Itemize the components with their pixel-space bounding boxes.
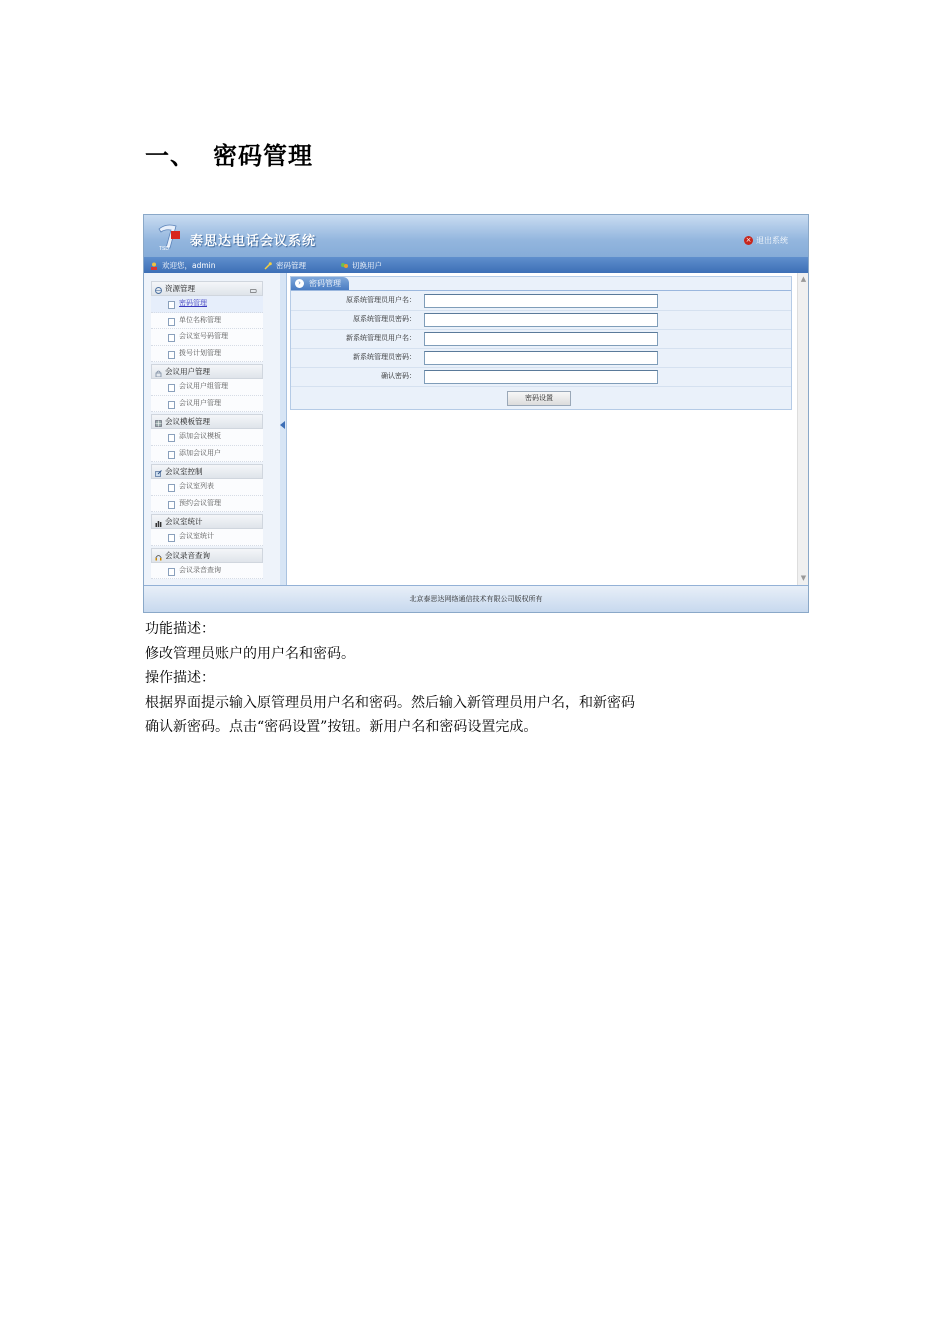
menu-group[interactable] — [151, 464, 263, 479]
logout-button[interactable] — [744, 235, 788, 246]
page-icon — [168, 434, 175, 442]
sidebar-item-label: 预约会议管理 — [179, 498, 221, 507]
sidebar-item-label: 添加会议模板 — [179, 432, 221, 440]
section-heading — [145, 136, 313, 171]
form-row — [291, 348, 791, 368]
sidebar-item[interactable] — [151, 313, 263, 330]
globe-icon — [155, 285, 162, 292]
logout-label: 退出系统 — [756, 236, 788, 245]
section-number: 一、 — [145, 141, 195, 170]
sidebar-item-label: 单位名称管理 — [179, 315, 221, 324]
logo-icon — [156, 221, 186, 251]
footer: 北京泰思达网络通信技术有限公司版权所有 — [144, 585, 808, 613]
collapse-arrow-icon — [280, 421, 285, 429]
page-icon — [168, 484, 175, 492]
text-input[interactable] — [424, 294, 658, 308]
scroll-up-icon[interactable]: ▲ — [800, 275, 807, 283]
key-icon — [264, 262, 272, 270]
panel-tab-label: 密码管理 — [309, 279, 341, 288]
field-label: 确认密码： — [381, 372, 416, 380]
sidebar — [144, 273, 281, 585]
nav-password-label: 密码管理 — [276, 261, 306, 270]
password-panel — [290, 276, 792, 410]
desc-text: 修改管理员账户的用户名和密码。 — [145, 645, 355, 662]
form-row — [291, 291, 791, 311]
sidebar-item-label: 会议录音查询 — [179, 565, 221, 574]
form-row — [291, 310, 791, 330]
page-icon — [168, 568, 175, 576]
sidebar-item[interactable] — [151, 396, 263, 413]
sidebar-item[interactable] — [151, 479, 263, 496]
panel-tab — [291, 277, 349, 290]
close-icon: × — [745, 236, 752, 244]
menu-group-label: 会议用户管理 — [165, 367, 210, 376]
menu-group-label: 会议室控制 — [165, 467, 203, 476]
page-icon — [168, 451, 175, 459]
page-icon — [168, 384, 175, 392]
sidebar-item-label: 密码管理 — [179, 299, 207, 307]
page-icon — [168, 401, 175, 409]
desc-label: 功能描述： — [145, 621, 215, 637]
menu-group-label: 会议室统计 — [165, 517, 203, 526]
svg-text:TSD: TSD — [159, 246, 169, 251]
sidebar-item[interactable] — [151, 563, 263, 580]
field-label: 新系统管理员用户名： — [346, 334, 416, 342]
sidebar-item-label: 会议室号码管理 — [179, 332, 228, 340]
main-content — [287, 273, 797, 585]
page-icon — [168, 301, 175, 309]
top-nav — [144, 257, 808, 273]
sidebar-toggle[interactable] — [280, 273, 287, 585]
nav-switch-user[interactable] — [340, 260, 382, 271]
sidebar-item[interactable] — [151, 296, 263, 313]
sidebar-menu — [151, 281, 263, 581]
arrow-right-icon: › — [295, 279, 304, 288]
sidebar-item[interactable] — [151, 379, 263, 396]
app-banner — [144, 215, 808, 257]
user-icon — [150, 262, 158, 270]
scrollbar[interactable] — [797, 273, 809, 585]
headphones-icon — [155, 552, 162, 559]
sidebar-item[interactable] — [151, 496, 263, 513]
page-icon — [168, 334, 175, 342]
welcome-label: 欢迎您，admin — [162, 261, 216, 270]
section-title: 密码管理 — [213, 141, 313, 170]
sidebar-item-label: 拨号计划管理 — [179, 348, 221, 357]
password-set-button[interactable]: 密码设置 — [507, 391, 571, 406]
field-label: 原系统管理员密码： — [353, 315, 416, 323]
field-label: 原系统管理员用户名： — [346, 296, 416, 304]
sidebar-item[interactable] — [151, 446, 263, 463]
sidebar-item[interactable] — [151, 346, 263, 363]
nav-switch-user-label: 切换用户 — [352, 261, 382, 270]
menu-group[interactable] — [151, 414, 263, 429]
page-icon — [168, 318, 175, 326]
menu-group-label: 会议模板管理 — [165, 417, 210, 426]
sidebar-item-label: 会议室统计 — [179, 532, 214, 540]
sidebar-item[interactable] — [151, 429, 263, 446]
text-input[interactable] — [424, 313, 658, 327]
menu-spacer — [151, 579, 263, 581]
description — [145, 617, 635, 740]
scroll-down-icon[interactable]: ▼ — [800, 574, 807, 582]
menu-group-label: 资源管理 — [165, 284, 195, 293]
app-title: 泰思达电话会议系统 — [190, 234, 317, 249]
app-screenshot — [143, 214, 809, 613]
grid-icon — [155, 418, 162, 425]
op-text-line-1: 根据界面提示输入原管理员用户名和密码。然后输入新管理员用户名，和新密码 — [145, 694, 635, 711]
nav-password[interactable] — [264, 260, 306, 271]
field-label: 新系统管理员密码： — [353, 353, 416, 361]
lock-icon — [155, 368, 162, 375]
edit-icon — [155, 468, 162, 475]
page-icon — [168, 534, 175, 542]
page-icon — [168, 351, 175, 359]
text-input[interactable] — [424, 370, 658, 384]
sidebar-item-label: 添加会议用户 — [179, 448, 221, 457]
users-icon — [340, 262, 348, 270]
menu-group-label: 会议录音查询 — [165, 550, 210, 560]
menu-group[interactable] — [151, 364, 263, 379]
text-input[interactable] — [424, 351, 658, 365]
op-label: 操作描述： — [145, 670, 215, 687]
bar-chart-icon — [155, 518, 162, 525]
sidebar-item[interactable] — [151, 529, 263, 546]
sidebar-item-label: 会议室列表 — [179, 482, 214, 490]
menu-group[interactable] — [151, 514, 263, 529]
sidebar-item[interactable] — [151, 329, 263, 346]
page-icon — [168, 501, 175, 509]
menu-group[interactable] — [151, 548, 263, 563]
book-icon: ▭ — [249, 286, 257, 295]
sidebar-item-label: 会议用户组管理 — [179, 382, 228, 390]
welcome-text — [150, 260, 216, 271]
form-row — [291, 329, 791, 349]
sidebar-item-label: 会议用户管理 — [179, 398, 221, 407]
form-row — [291, 367, 791, 387]
op-text-line-2: 确认新密码。点击“密码设置”按钮。新用户名和密码设置完成。 — [145, 719, 538, 736]
menu-group[interactable] — [151, 281, 263, 296]
text-input[interactable] — [424, 332, 658, 346]
